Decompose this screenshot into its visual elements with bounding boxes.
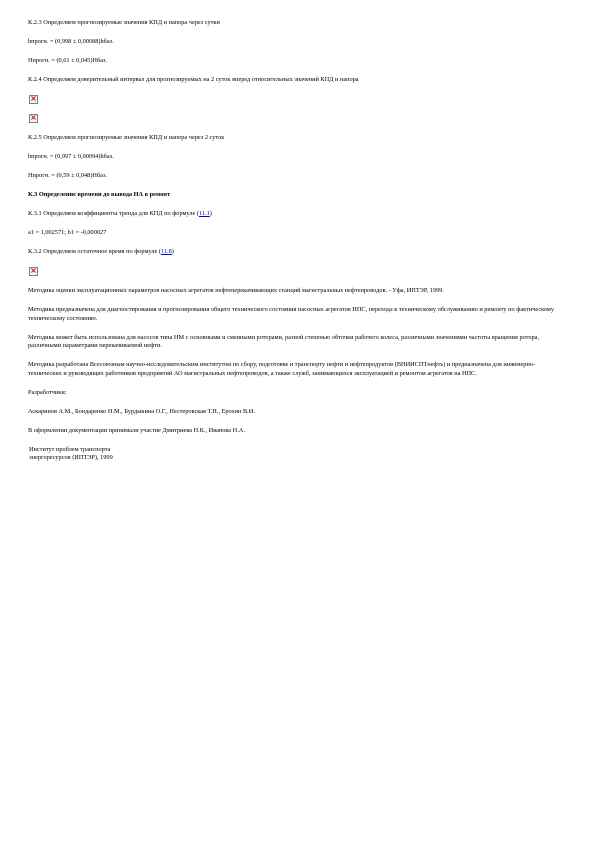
section-k3-heading: К.3 Определение времени до вывода НА в ремонт	[28, 191, 170, 198]
developers-label: Разработчики:	[28, 388, 67, 396]
head-forecast-1: Нпрогн. = (0,61 ± 0,045)Нбаз.	[28, 57, 108, 64]
design-credits: В оформлении документации принимали участие Дмитриева Н.К., Иванова Н.А.	[28, 426, 245, 434]
formula-link-11-1[interactable]: 11.1	[198, 210, 210, 217]
section-k3-2-close: )	[171, 248, 174, 255]
authorship-paragraph: Методика разработана Всесоюзным научно-исследовательским институтом по сбору, подготовке и транспорту нефти и нефтепродуктов (ВНИИСПТнефть) и предназначена для инженерно-технических и руководящих работников предприятий АО магистральных нефтепроводов, а также служб, занимающихся эксплуатацией и ремонтом агрегатов на НПС.	[28, 361, 536, 377]
developers-names: Аскаринов А.М., Бондаренко Н.М., Бурдыкина О.Г., Нестеровская Т.Н., Ерохин В.И.	[28, 407, 255, 415]
formula-link-11-8[interactable]: 11.8	[160, 248, 172, 255]
eta-forecast-1: hпрогн. = (0,998 ± 0,00088)hбаз.	[28, 38, 114, 45]
section-k2-3: К.2.3 Определяем прогнозируемые значения КПД и напора через сутки	[28, 19, 220, 26]
section-k3-1-text: К.3.1 Определяем коэффициенты тренда для КПД по формуле (	[28, 210, 199, 217]
head-forecast-2: Нпрогн. = (0,59 ± 0,048)Нбаз.	[28, 172, 108, 179]
document-page	[28, 19, 568, 463]
broken-image-icon	[29, 114, 38, 123]
broken-image-icon	[29, 95, 38, 104]
institute-block	[29, 446, 568, 463]
section-k2-5: К.2.5 Определяем прогнозируемые значения КПД и напора через 2 суток	[28, 134, 225, 141]
section-k3-1	[28, 210, 568, 219]
trend-coefficients: a1 = 1,002571; b1 = -0,000027	[28, 229, 107, 236]
applicability-paragraph: Методика может быть использована для насосов типа НМ с основными и сменными роторами, разной степенью обточки рабочего колеса, различными значениями частоты вращения ротора, различными параметрами перекачиваемой нефти.	[28, 333, 541, 349]
section-k3-2-text: К.3.2 Определяем остаточное время по формуле (	[28, 248, 161, 255]
purpose-paragraph: Методика предназначена для диагностирования и прогнозирования общего технического состояния насосных агрегатов НПС, перехода к техническому обслуживанию и ремонту по фактическому техническому состоянию.	[28, 306, 556, 322]
broken-image-icon	[29, 267, 38, 276]
document-citation: Методика оценки эксплуатационных параметров насосных агрегатов нефтеперекачивающих станций магистральных нефтепроводов. - Уфа, ИПТЭР, 1999.	[28, 287, 444, 294]
section-k2-4: К.2.4 Определяем доверительный интервал для прогнозируемых на 2 суток вперед относительных значений КПД и напора	[28, 76, 359, 83]
institute-line-2: энергоресурсов (ИПТЭР), 1999	[29, 454, 113, 461]
section-k3-1-close: )	[209, 210, 212, 217]
institute-line-1: Институт проблем транспорта	[29, 445, 111, 453]
section-k3-2	[28, 248, 568, 257]
eta-forecast-2: hпрогн. = (0,997 ± 0,00094)hбаз.	[28, 153, 114, 160]
